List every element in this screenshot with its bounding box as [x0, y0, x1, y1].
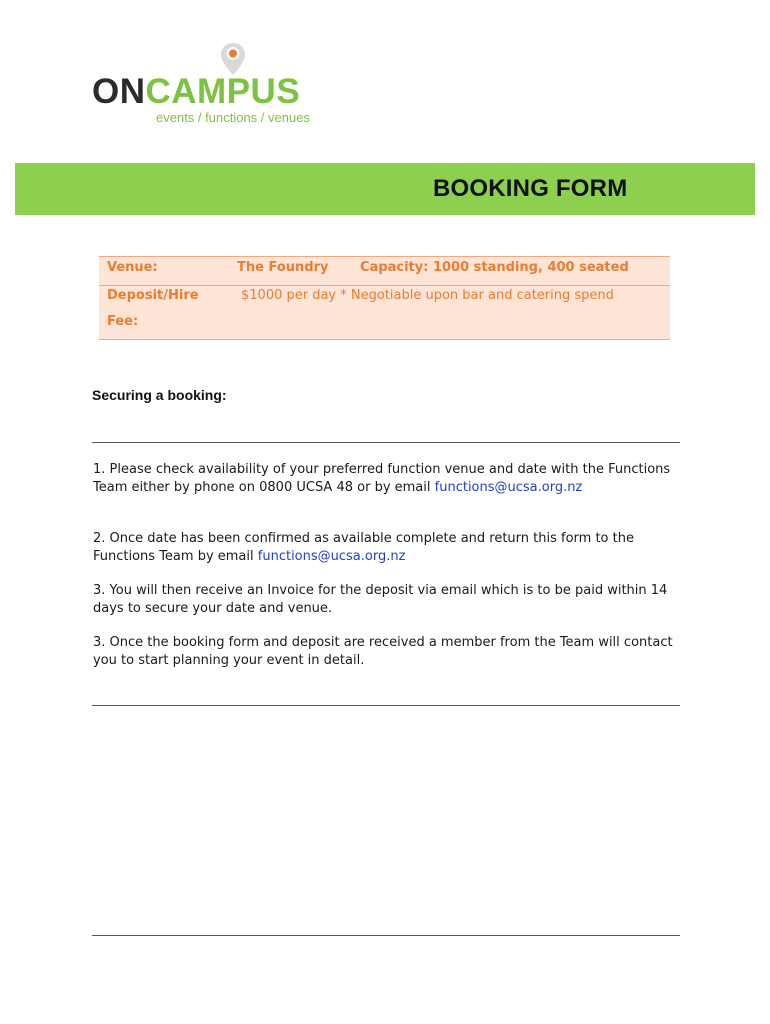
step-2-text: 2. Once date has been confirmed as available complete and return this form to the Functions Team by email	[93, 531, 634, 564]
oncampus-logo	[92, 42, 352, 132]
title-banner	[15, 163, 755, 215]
deposit-label-cont: Fee:	[107, 314, 139, 329]
logo-tagline: events / functions / venues	[156, 110, 310, 125]
deposit-value: $1000 per day * Negotiable upon bar and catering spend	[241, 288, 614, 303]
divider	[92, 705, 680, 706]
section-title: Securing a booking:	[92, 387, 227, 403]
step-2-email-link[interactable]: functions@ucsa.org.nz	[257, 548, 406, 564]
step-1-text: 1. Please check availability of your preferred function venue and date with the Functions Team either by phone on 0800 UCSA 48 or by email	[93, 462, 671, 495]
location-pin-icon	[220, 42, 246, 76]
step-2	[93, 530, 683, 565]
logo-on: ON	[92, 72, 146, 111]
table-row-divider	[99, 285, 670, 286]
step-1	[93, 461, 683, 496]
step-4: 3. Once the booking form and deposit are received a member from the Team will contact you to start planning your event in detail.	[93, 635, 673, 668]
capacity-value: Capacity: 1000 standing, 400 seated	[360, 260, 629, 275]
step-3: 3. You will then receive an Invoice for the deposit via email which is to be paid within 14 days to secure your date and venue.	[93, 583, 668, 616]
page-title: BOOKING FORM	[433, 175, 628, 202]
logo-campus: CAMPUS	[145, 72, 301, 111]
venue-value: The Foundry	[237, 260, 329, 275]
divider	[92, 442, 680, 443]
venue-label: Venue:	[107, 260, 158, 275]
divider	[92, 935, 680, 936]
logo-wordmark	[92, 72, 300, 112]
deposit-label: Deposit/Hire	[107, 288, 199, 303]
step-1-email-link[interactable]: functions@ucsa.org.nz	[434, 479, 583, 495]
venue-info-table	[99, 256, 670, 340]
